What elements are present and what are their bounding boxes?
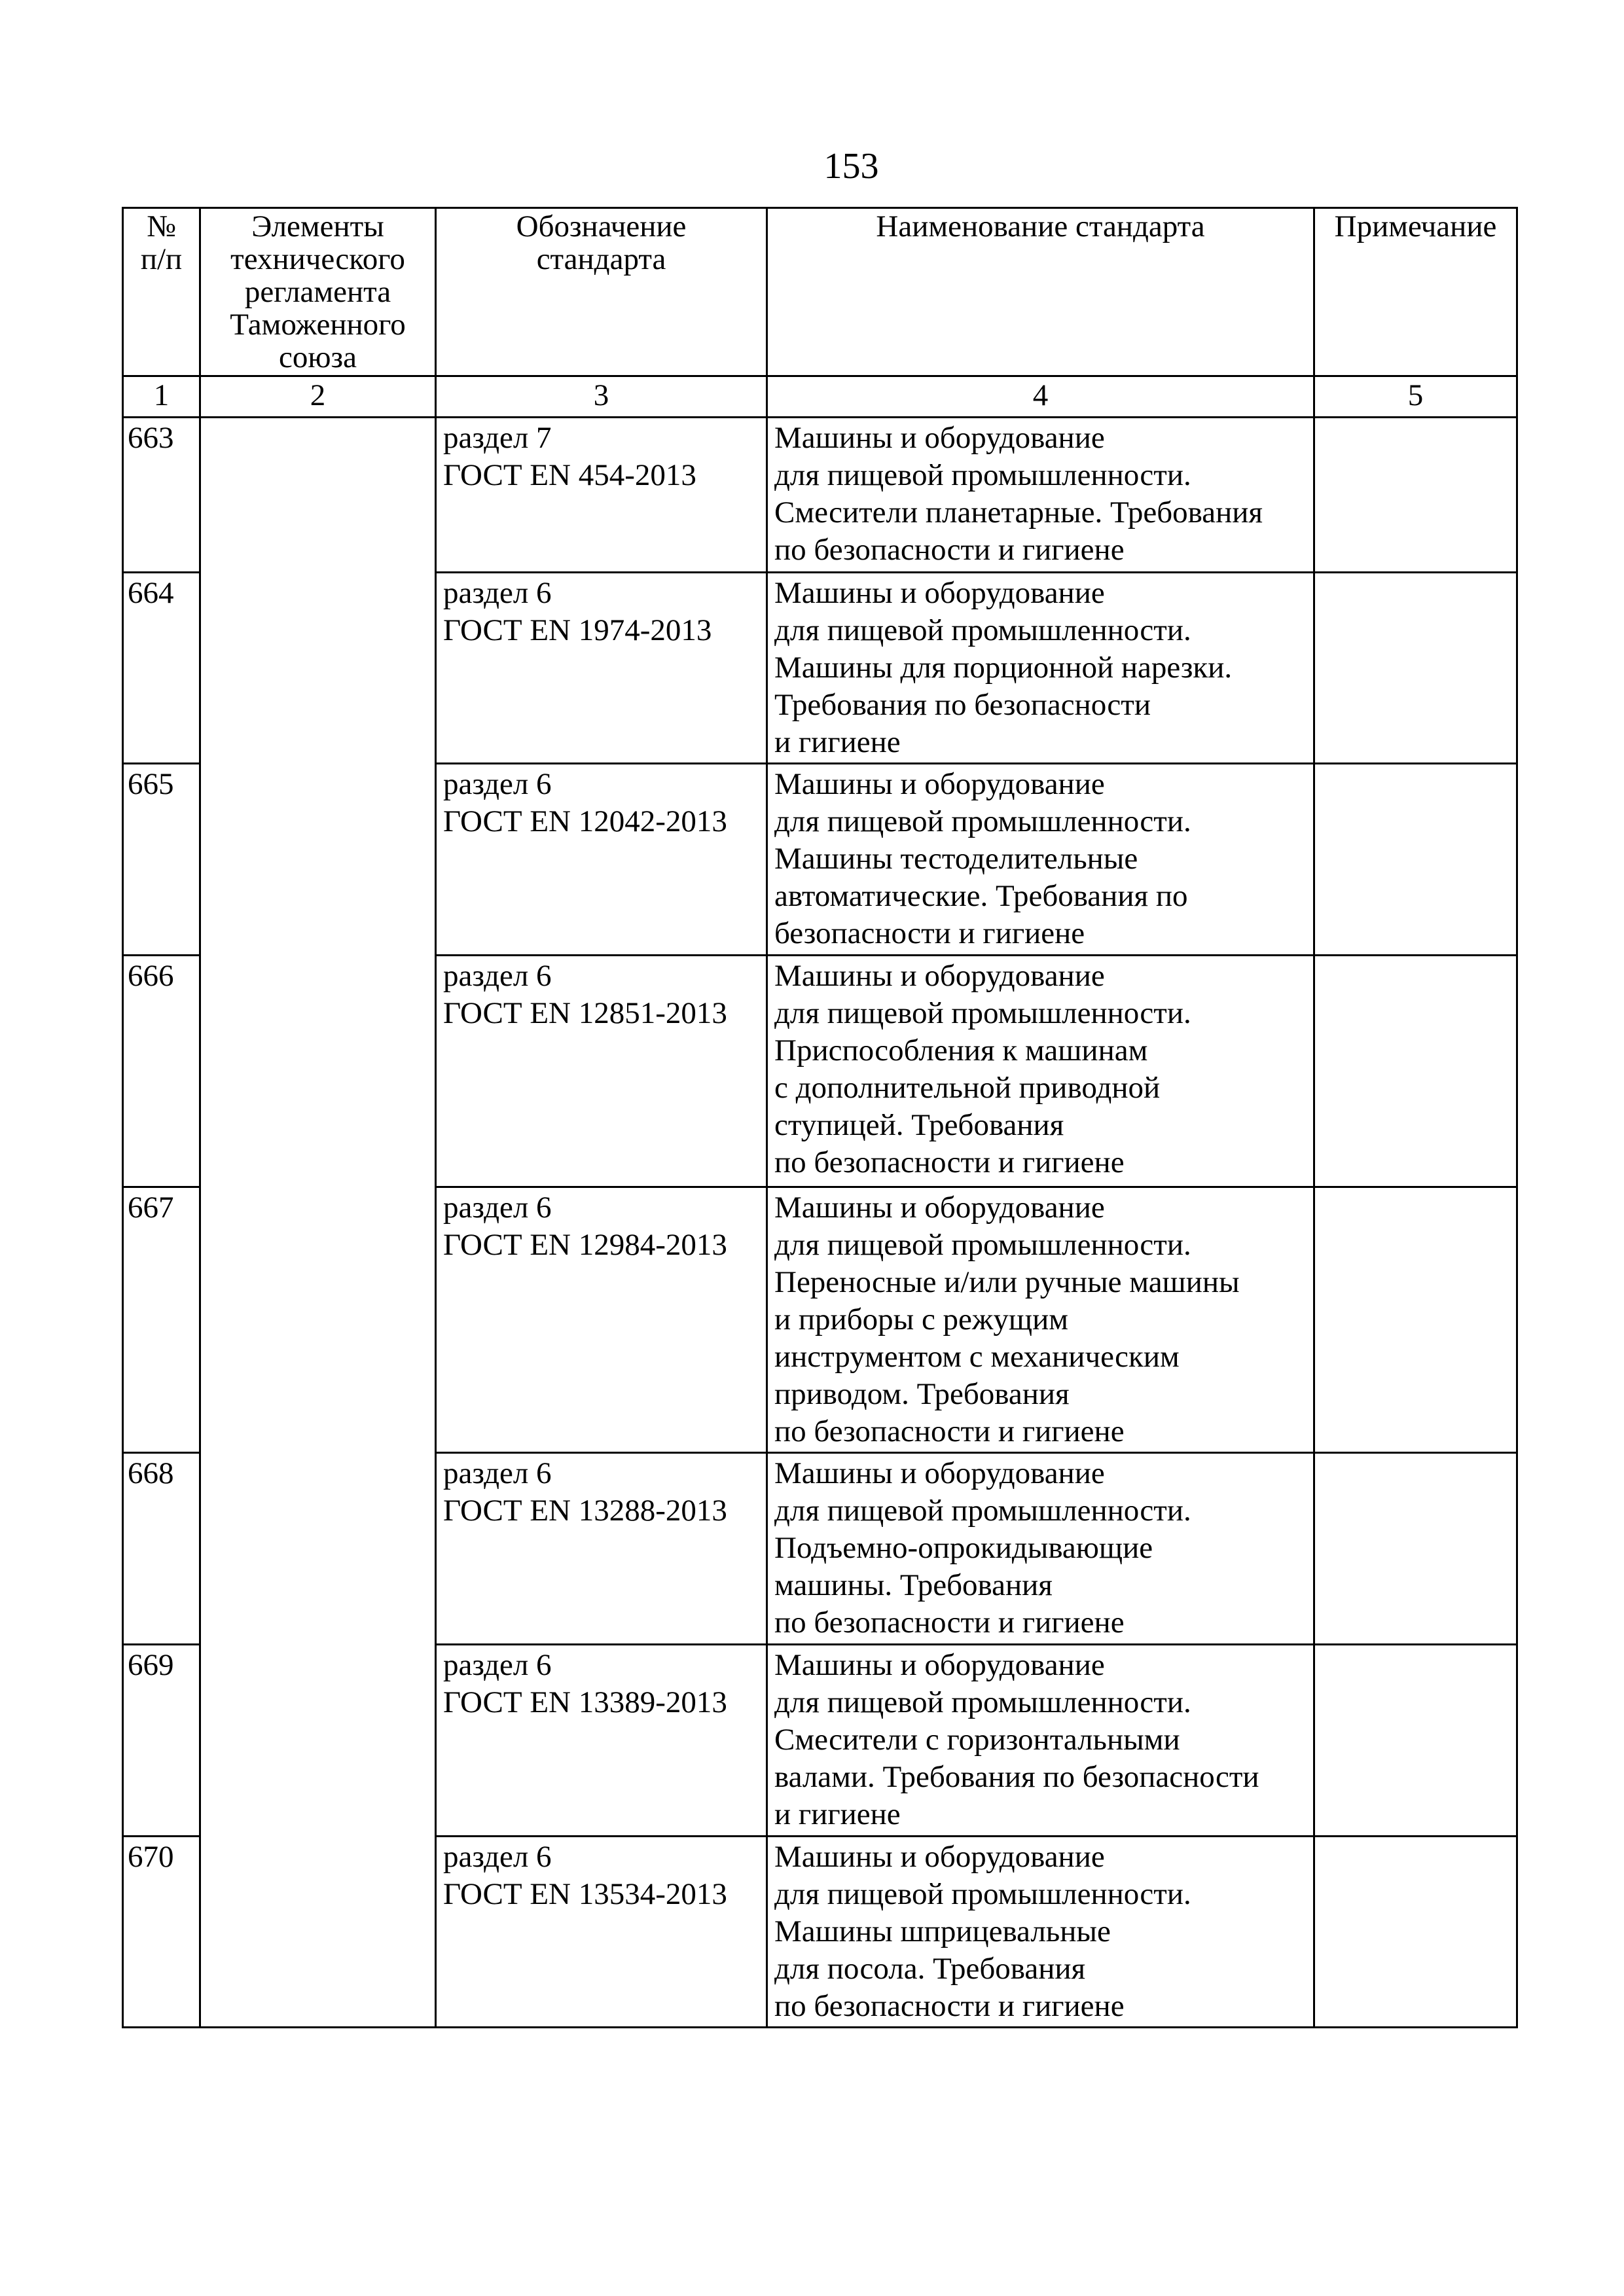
name-line: Машины и оборудование [774,767,1105,801]
standard-designation [436,573,767,764]
name-line: для пищевой промышленности. [774,804,1191,838]
name-line: для пищевой промышленности. [774,1494,1191,1528]
designation-line: раздел 6 [443,576,552,610]
name-line: для пищевой промышленности. [774,1877,1191,1911]
name-line: Машины и оборудование [774,1648,1105,1682]
designation-line: ГОСТ EN 13534-2013 [443,1877,727,1911]
column-number-row [123,376,1517,418]
column-header [200,208,436,376]
name-line: Машины тестоделительные [774,842,1138,876]
column-header-line: союза [279,340,357,374]
note-cell [1314,573,1517,764]
designation-line: ГОСТ EN 12984-2013 [443,1228,727,1262]
standard-designation [436,1187,767,1453]
name-line: машины. Требования [774,1568,1053,1602]
standard-designation [436,764,767,956]
name-line: Машины и оборудование [774,421,1105,455]
standard-name [767,1187,1314,1453]
designation-line: ГОСТ EN 13389-2013 [443,1685,727,1719]
name-line: Машины и оборудование [774,1840,1105,1874]
table-row [123,418,1517,573]
regulation-elements-cell [200,418,436,2028]
name-line: по безопасности и гигиене [774,1989,1125,2023]
standard-name [767,764,1314,956]
name-line: Требования по безопасности [774,688,1151,722]
designation-line: раздел 6 [443,1840,552,1874]
name-line: Переносные и/или ручные машины [774,1265,1240,1299]
designation-line: раздел 7 [443,421,552,455]
row-number: 667 [123,1187,200,1453]
standard-name [767,956,1314,1187]
column-number: 1 [123,376,200,418]
standard-name [767,1453,1314,1645]
standard-name [767,418,1314,573]
standard-designation [436,1645,767,1837]
name-line: Смесители планетарные. Требования [774,495,1263,529]
note-cell [1314,418,1517,573]
row-number: 665 [123,764,200,956]
name-line: Смесители с горизонтальными [774,1723,1180,1757]
note-cell [1314,1453,1517,1645]
standard-designation [436,1453,767,1645]
designation-line: ГОСТ EN 454-2013 [443,458,696,492]
name-line: Машины и оборудование [774,1456,1105,1490]
column-header [436,208,767,376]
standards-table [122,207,1518,2028]
designation-line: ГОСТ EN 13288-2013 [443,1494,727,1528]
designation-line: раздел 6 [443,959,552,993]
standard-name [767,1837,1314,2028]
row-number: 664 [123,573,200,764]
standard-designation [436,956,767,1187]
name-line: Машины и оборудование [774,576,1105,610]
name-line: для пищевой промышленности. [774,1685,1191,1719]
note-cell [1314,1187,1517,1453]
note-cell [1314,956,1517,1187]
column-header-line: Наименование стандарта [876,209,1205,243]
note-cell [1314,1645,1517,1837]
name-line: Приспособления к машинам [774,1033,1148,1067]
column-number: 2 [200,376,436,418]
name-line: ступицей. Требования [774,1108,1064,1142]
name-line: по безопасности и гигиене [774,1605,1125,1640]
name-line: и гигиене [774,1797,901,1831]
standard-designation [436,1837,767,2028]
name-line: по безопасности и гигиене [774,1145,1125,1179]
name-line: Машины и оборудование [774,1191,1105,1225]
name-line: безопасности и гигиене [774,916,1085,950]
column-header-line: Элементы [251,209,384,243]
designation-line: ГОСТ EN 12851-2013 [443,996,727,1030]
header-row [123,208,1517,376]
designation-line: ГОСТ EN 12042-2013 [443,804,727,838]
designation-line: раздел 6 [443,1648,552,1682]
designation-line: ГОСТ EN 1974-2013 [443,613,712,647]
designation-line: раздел 6 [443,1456,552,1490]
column-number: 5 [1314,376,1517,418]
name-line: для пищевой промышленности. [774,1228,1191,1262]
column-header-line: № [147,209,176,243]
name-line: Машины для порционной нарезки. [774,651,1233,685]
column-number: 4 [767,376,1314,418]
column-header-line: Таможенного [230,308,406,342]
name-line: для посола. Требования [774,1952,1086,1986]
name-line: для пищевой промышленности. [774,458,1191,492]
column-header [767,208,1314,376]
column-header-line: Примечание [1334,209,1497,243]
name-line: для пищевой промышленности. [774,613,1191,647]
name-line: и приборы с режущим [774,1302,1068,1336]
standard-designation [436,418,767,573]
column-header-line: стандарта [536,242,666,276]
note-cell [1314,764,1517,956]
column-header-line: п/п [140,242,183,276]
name-line: автоматические. Требования по [774,879,1188,913]
name-line: валами. Требования по безопасности [774,1760,1259,1794]
name-line: и гигиене [774,725,901,759]
row-number: 663 [123,418,200,573]
row-number: 670 [123,1837,200,2028]
name-line: с дополнительной приводной [774,1071,1161,1105]
designation-line: раздел 6 [443,767,552,801]
standard-name [767,1645,1314,1837]
column-header [1314,208,1517,376]
name-line: Машины шприцевальные [774,1914,1111,1948]
column-header-line: технического [230,242,405,276]
note-cell [1314,1837,1517,2028]
name-line: по безопасности и гигиене [774,533,1125,567]
column-header-line: регламента [244,275,391,309]
column-header-line: Обозначение [516,209,687,243]
name-line: Машины и оборудование [774,959,1105,993]
name-line: по безопасности и гигиене [774,1414,1125,1448]
row-number: 669 [123,1645,200,1837]
designation-line: раздел 6 [443,1191,552,1225]
row-number: 666 [123,956,200,1187]
name-line: приводом. Требования [774,1377,1070,1411]
name-line: для пищевой промышленности. [774,996,1191,1030]
column-header [123,208,200,376]
name-line: инструментом с механическим [774,1340,1180,1374]
column-number: 3 [436,376,767,418]
page-number: 153 [823,146,879,187]
name-line: Подъемно-опрокидывающие [774,1531,1153,1565]
row-number: 668 [123,1453,200,1645]
standard-name [767,573,1314,764]
